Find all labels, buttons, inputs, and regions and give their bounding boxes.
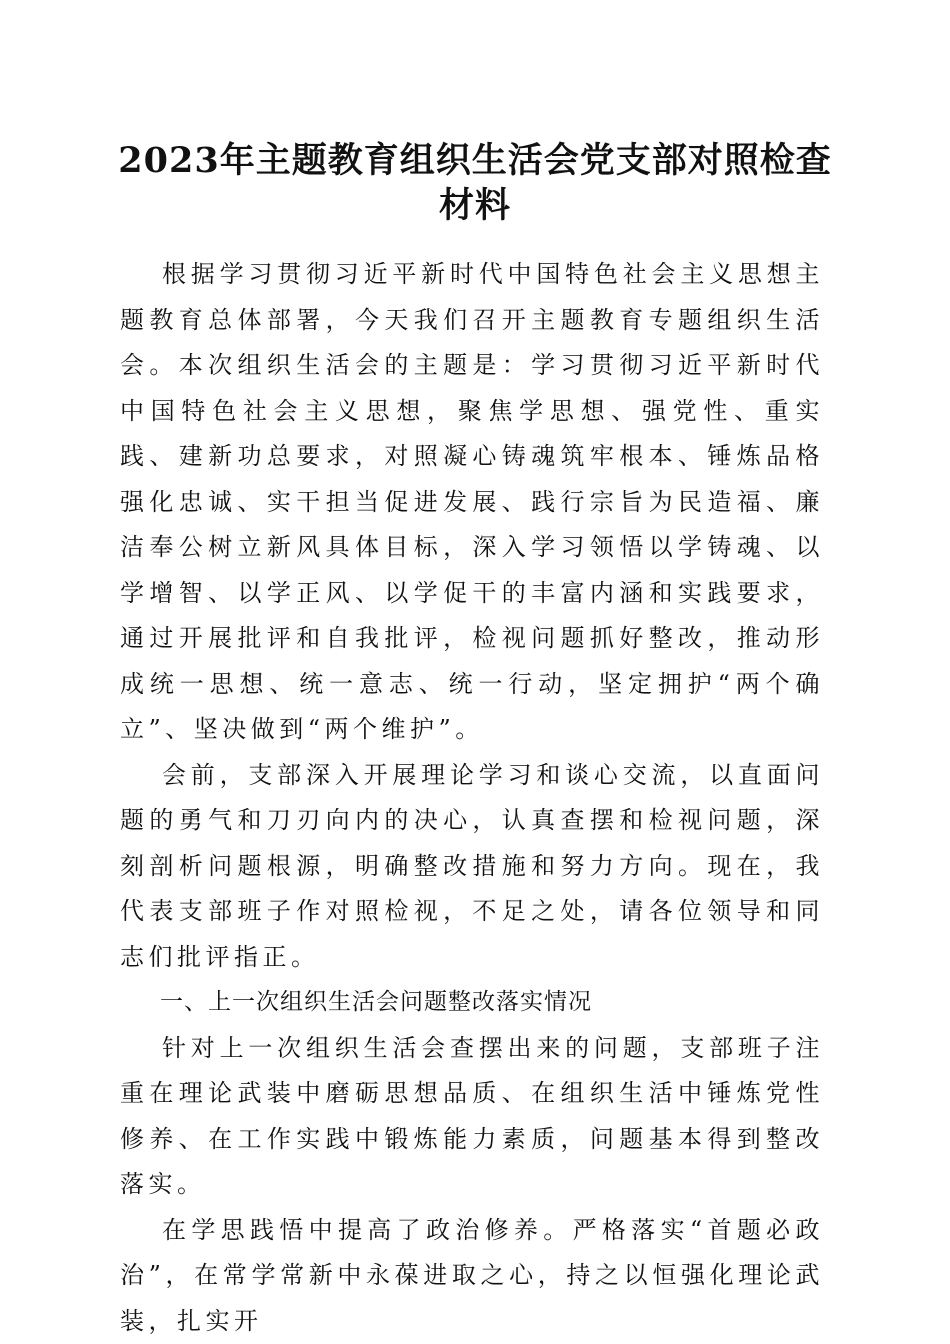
paragraph-preparation: 会前，支部深入开展理论学习和谈心交流，以直面问题的勇气和刀刃向内的决心，认真查摆和检视问题，深刻剖析问题根源，明确整改措施和努力方向。现在，我代表支部班子作对照检视，不足之处，请各位领导和同志们批评指正。 [120,760,824,971]
document-title [110,138,840,228]
paragraph-section1-point1: 在学思践悟中提高了政治修养。严格落实“首题必政治”，在常学常新中永葆进取之心，持之以恒强化理论武装，扎实开 [120,1215,824,1335]
document-body [120,252,824,1344]
document-title-line-2: 材料 [438,185,511,226]
section-heading-1: 一、上一次组织生活会问题整改落实情况 [160,989,592,1015]
paragraph-section1-summary: 针对上一次组织生活会查摆出来的问题，支部班子注重在理论武装中磨砺思想品质、在组织生活中锤炼党性修养、在工作实践中锻炼能力素质，问题基本得到整改落实。 [120,1033,824,1198]
paragraph-intro: 根据学习贯彻习近平新时代中国特色社会主义思想主题教育总体部署，今天我们召开主题教育专题组织生活会。本次组织生活会的主题是：学习贯彻习近平新时代中国特色社会主义思想，聚焦学思想、强党性、重实践、建新功总要求，对照凝心铸魂筑牢根本、锤炼品格强化忠诚、实干担当促进发展、践行宗旨为民造福、廉洁奉公树立新风具体目标，深入学习领悟以学铸魂、以学增智、以学正风、以学促干的丰富内涵和实践要求，通过开展批评和自我批评，检视问题抓好整改，推动形成统一思想、统一意志、统一行动，坚定拥护“两个确立”、坚决做到“两个维护”。 [120,260,824,743]
document-title-line-1: 2023年主题教育组织生活会党支部对照检查 [118,140,832,181]
